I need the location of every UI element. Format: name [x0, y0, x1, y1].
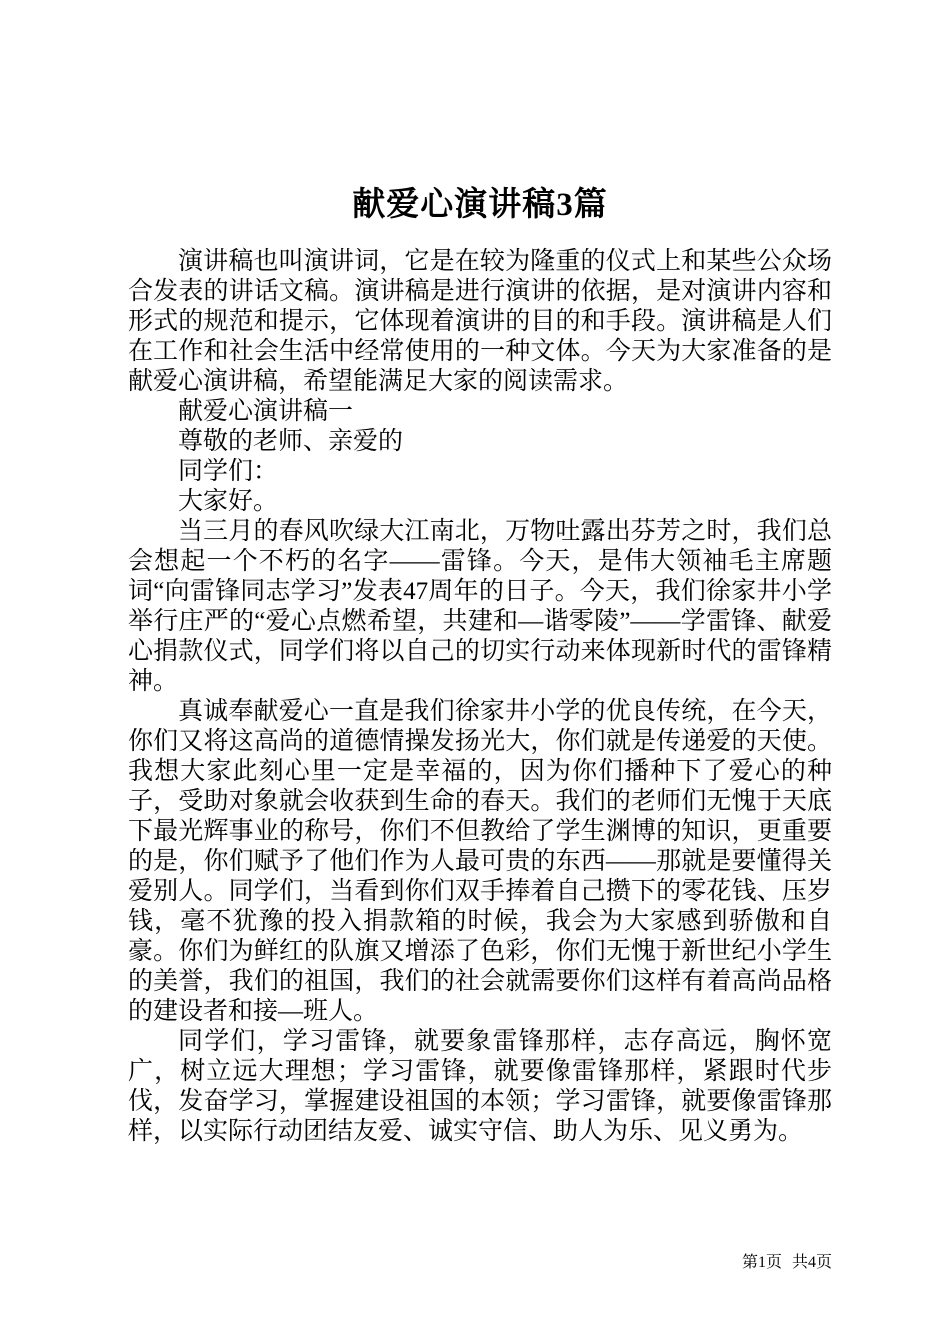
paragraph-body-3: 同学们，学习雷锋，就要象雷锋那样，志存高远，胸怀宽广，树立远大理想；学习雷锋，就要像雷锋那样，紧跟时代步伐，发奋学习，掌握建设祖国的本领；学习雷锋，就要像雷锋那样，以实际行动团结友爱、诚实守信、助人为乐、见义勇为。 [128, 1028, 832, 1145]
footer-page-number: 第1页 [741, 1254, 782, 1271]
footer-page-total: 共4页 [791, 1254, 832, 1271]
document-title: 献爱心演讲稿3篇 [352, 187, 608, 223]
paragraph-body-2: 真诚奉献爱心一直是我们徐家井小学的优良传统，在今天，你们又将这高尚的道德情操发扬光大，你们就是传递爱的天使。我想大家此刻心里一定是幸福的，因为你们播种下了爱心的种子，受助对象就会收获到生命的春天。我们的老师们无愧于天底下最光辉事业的称号，你们不但教给了学生渊博的知识，更重要的是，你们赋予了他们作为人最可贵的东西——那就是要懂得关爱别人。同学们，当看到你们双手捧着自己攒下的零花钱、压岁钱，毫不犹豫的投入捐款箱的时候，我会为大家感到骄傲和自豪。你们为鲜红的队旗又增添了色彩，你们无愧于新世纪小学生的美誉，我们的祖国，我们的社会就需要你们这样有着高尚品格的建设者和接—班人。 [128, 698, 832, 1025]
paragraph-greeting: 大家好。 [178, 488, 279, 515]
paragraph-body-1: 当三月的春风吹绿大江南北，万物吐露出芬芳之时，我们总会想起一个不朽的名字——雷锋。今天，是伟大领袖毛主席题词“向雷锋同志学习”发表47周年的日子。今天，我们徐家井小学举行庄严的“爱心点燃希望，共建和—谐零陵”——学雷锋、献爱心捐款仪式，同学们将以自己的切实行动来体现新时代的雷锋精神。 [128, 518, 832, 695]
paragraph-salutation-2: 同学们： [178, 458, 279, 485]
paragraph-intro: 演讲稿也叫演讲词，它是在较为隆重的仪式上和某些公众场合发表的讲话文稿。演讲稿是进行演讲的依据，是对演讲内容和形式的规范和提示，它体现着演讲的目的和手段。演讲稿是人们在工作和社会生活中经常使用的一种文体。今天为大家准备的是献爱心演讲稿，希望能满足大家的阅读需求。 [128, 248, 832, 395]
page-footer [742, 1249, 832, 1272]
paragraph-subtitle: 献爱心演讲稿一 [178, 398, 354, 425]
paragraph-salutation-1: 尊敬的老师、亲爱的 [178, 428, 404, 455]
